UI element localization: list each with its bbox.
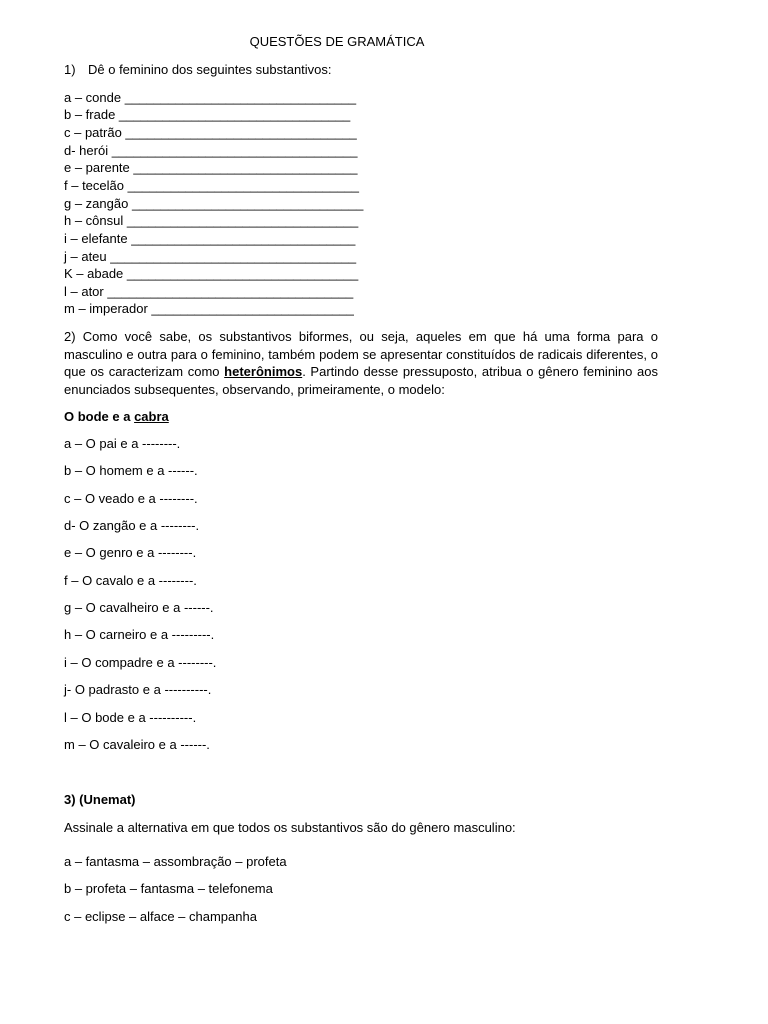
list-item: e – O genro e a --------. [64,545,197,560]
list-item: c – O veado e a --------. [64,491,198,506]
list-item: a – conde ________________________________ [64,90,357,105]
list-item: f – O cavalo e a --------. [64,573,197,588]
question-2-text-before: 2) Como você sabe, os substantivos biformes, ou seja, aqueles em que há uma forma para o masculino e outra para o feminino, também podem se apresentar constituídos de radicais diferentes, o que os caracterizam como [64,329,658,380]
list-item: d- O zangão e a --------. [64,518,200,533]
list-item: a – O pai e a --------. [64,436,181,451]
question-1-text: Dê o feminino dos seguintes substantivos: [88,62,332,77]
list-item: j- O padrasto e a ----------. [64,682,212,697]
list-item: m – imperador ____________________________ [64,301,354,316]
list-item: j – ateu __________________________________ [64,249,357,264]
answer-option: b – profeta – fantasma – telefonema [64,881,273,896]
question-3-heading: 3) (Unemat) [64,792,136,807]
question-2-model-prefix: O bode e a [64,409,135,424]
list-item: m – O cavaleiro e a ------. [64,737,210,752]
list-item: b – O homem e a ------. [64,463,198,478]
list-item: d- herói __________________________________ [64,143,358,158]
list-item: g – O cavalheiro e a ------. [64,600,214,615]
list-item: e – parente _______________________________ [64,160,358,175]
question-2-model-answer: cabra [134,409,169,424]
answer-option: c – eclipse – alface – champanha [64,909,257,924]
list-item: l – O bode e a ----------. [64,710,197,725]
question-2-paragraph [64,328,658,399]
list-item: l – ator __________________________________ [64,284,354,299]
question-2-keyword: heterônimos [224,364,303,380]
list-item: h – O carneiro e a ---------. [64,627,215,642]
question-1-prompt [64,61,332,78]
question-1-number: 1) [64,62,76,77]
list-item: h – cônsul ________________________________ [64,213,359,228]
list-item: i – elefante _______________________________ [64,231,356,246]
list-item: i – O compadre e a --------. [64,655,217,670]
list-item: c – patrão ________________________________ [64,125,357,140]
page-title: QUESTÕES DE GRAMÁTICA [249,34,425,49]
answer-option: a – fantasma – assombração – profeta [64,854,287,869]
list-item: K – abade ________________________________ [64,266,359,281]
question-3-prompt: Assinale a alternativa em que todos os substantivos são do gênero masculino: [64,820,516,835]
list-item: f – tecelão ________________________________ [64,178,359,193]
list-item: g – zangão ________________________________ [64,196,364,211]
list-item: b – frade ________________________________ [64,107,351,122]
question-2-text-after: . Partindo desse pressuposto, atribua o gênero feminino aos enunciados subsequentes, observando, primeiramente, o modelo: [64,364,658,398]
question-2-model [64,408,169,425]
